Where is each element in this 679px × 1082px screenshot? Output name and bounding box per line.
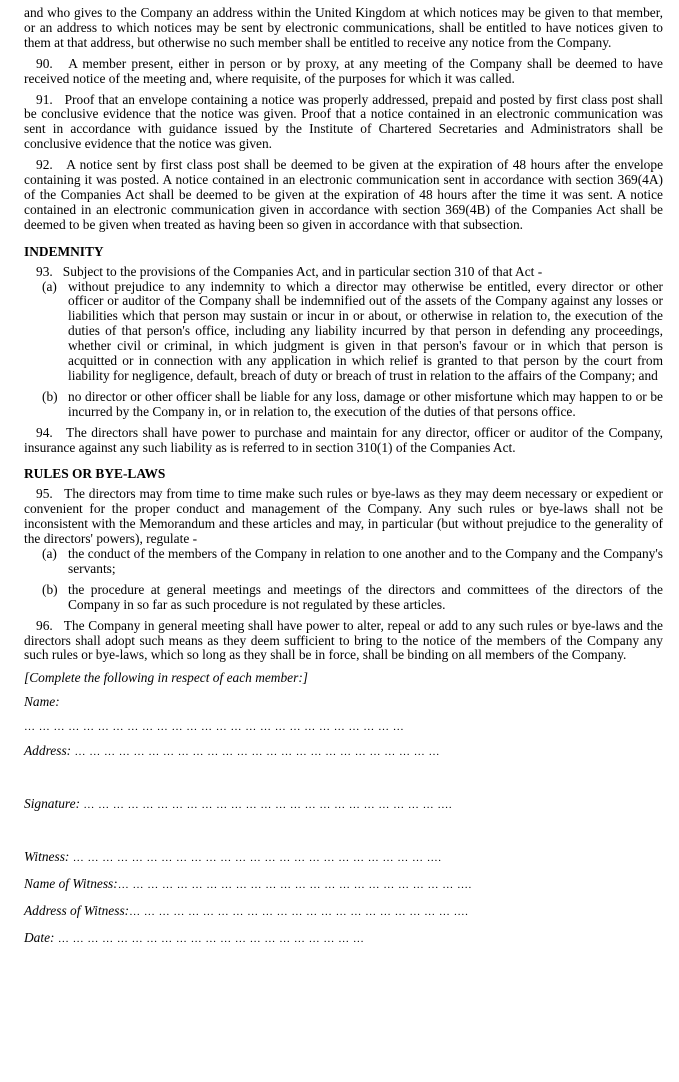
witness-label: Witness: (24, 848, 70, 864)
clause-91 (24, 93, 663, 153)
address-of-witness-label: Address of Witness: (24, 902, 130, 918)
signature-row (24, 797, 663, 813)
name-of-witness-field[interactable]: … … … … … … … … … … … … … … … … … … … … … … … …. (117, 878, 472, 891)
sub-text: the procedure at general meetings and meetings of the directors and committees of the directors of the Company in so far as such procedure is not regulated by these articles. (68, 581, 663, 612)
clause-text: The directors shall have power to purchase and maintain for any director, officer or auditor of the Company, insurance against any such liability as is referred to in section 310(1) of the Companies Act. (24, 424, 664, 455)
date-field[interactable]: … … … … … … … … … … … … … … … … … … … … … (57, 932, 365, 945)
clause-95-b (42, 583, 663, 613)
signature-field[interactable]: … … … … … … … … … … … … … … … … … … … … … … … … …. (83, 798, 453, 811)
sub-label: (a) (42, 546, 57, 561)
name-field[interactable]: … … … … … … … … … … … … … … … … … … … … … … … … … … (24, 721, 405, 734)
clause-93 (24, 265, 663, 280)
clause-text: A notice sent by first class post shall be deemed to be given at the expiration of 48 hours after the envelope containing it was posted. A notice contained in an electronic communication sent in accordance with section 369(4A) of the Companies Act shall be deemed to be given at the expiration of 48 hours after the time it was sent. A notice contained in an electronic communication given in accordance with section 369(4B) of the Companies Act shall be deemed to be given when treated as having been so given in accordance with that subsection. (24, 157, 664, 232)
clause-text: The directors may from time to time make such rules or bye-laws as they may deem necessary or expedient or convenient for the proper conduct and management of the Company. Any such rules or bye-laws shall not be inconsistent with the Memorandum and these articles and may, in particular (but without prejudice to the generality of the directors' powers), regulate - (24, 486, 663, 547)
witness-field[interactable]: … … … … … … … … … … … … … … … … … … … … … … … … …. (72, 851, 442, 864)
sub-label: (a) (42, 278, 57, 294)
clause-92 (24, 158, 663, 233)
clause-90 (24, 57, 663, 87)
address-field[interactable]: … … … … … … … … … … … … … … … … … … … … … … … … … (74, 746, 440, 759)
clause-number: 94. (36, 424, 53, 440)
address-of-witness-field[interactable]: … … … … … … … … … … … … … … … … … … … … … … …. (129, 905, 469, 918)
heading-rules: RULES OR BYE-LAWS (24, 466, 166, 482)
clause-96 (24, 619, 663, 664)
date-row (24, 931, 663, 947)
clause-text: The Company in general meeting shall have power to alter, repeal or add to any such rules or bye-laws and the directors shall adopt such means as they deem sufficient to bring to the notice of the members of the Company any such rules or bye-laws, which so long as they shall be in force, shall be binding on all members of the Company. (24, 617, 663, 663)
clause-94 (24, 426, 663, 456)
sub-label: (b) (42, 581, 58, 597)
clause-number: 90. (36, 55, 53, 71)
clause-95-a (42, 547, 663, 577)
sub-text: without prejudice to any indemnity to which a director may otherwise be entitled, every director or other officer or auditor of the Company shall be indemnified out of the assets of the Company against any losses or liabilities which that person may sustain or incur in or about, or otherwise in relation to, the execution of the duties of that person's office, including any liability incurred by that person in defending any proceedings, whether civil or criminal, in which judgment is given in that person's favour or in which that person is acquitted or in connection with any application in which relief is granted to that person by the court from liability for negligence, default, breach of duty or breach of trust in relation to the affairs of the Company; and (68, 278, 663, 383)
clause-93-b (42, 390, 663, 420)
form-instruction: [Complete the following in respect of each member:] (24, 670, 309, 686)
clause-number: 96. (36, 617, 53, 633)
clause-number: 92. (36, 157, 53, 173)
date-label: Date: (24, 929, 55, 945)
heading-indemnity: INDEMNITY (24, 243, 104, 259)
clause-number: 91. (36, 91, 53, 107)
witness-row (24, 850, 663, 866)
clause-text: Subject to the provisions of the Companies Act, and in particular section 310 of that Act - (62, 263, 543, 279)
name-of-witness-row (24, 877, 663, 893)
address-of-witness-row (24, 904, 663, 920)
address-row (24, 744, 663, 760)
clause-93-a (42, 280, 663, 384)
paragraph-intro: and who gives to the Company an address within the United Kingdom at which notices may be given to that member, or an address to which notices may be sent by electronic communications, shall be entitled to have notices given to them at that address, but otherwise no such member shall be entitled to receive any notice from the Company. (24, 5, 663, 50)
sub-text: the conduct of the members of the Company in relation to one another and to the Company and the Company's servants; (68, 546, 663, 576)
name-label: Name: (24, 694, 60, 710)
name-of-witness-label: Name of Witness: (24, 875, 118, 891)
member-form (24, 671, 663, 946)
sub-text: no director or other officer shall be liable for any loss, damage or other misfortune which may happen to or be incurred by the Company in, or in relation to, the execution of the duties of that persons office. (68, 388, 663, 419)
clause-text: A member present, either in person or by proxy, at any meeting of the Company shall be deemed to have received notice of the meeting and, where requisite, of the purposes for which it was called. (24, 55, 664, 86)
clause-text: Proof that an envelope containing a notice was properly addressed, prepaid and posted by first class post shall be conclusive evidence that the notice was given. Proof that a notice contained in an electronic communication was sent in accordance with guidance issued by the Institute of Chartered Secretaries and Administrators shall be conclusive evidence that the notice was given. (24, 91, 663, 152)
signature-label: Signature: (24, 795, 81, 811)
clause-95 (24, 487, 663, 547)
clause-number: 95. (36, 486, 53, 502)
clause-number: 93. (36, 263, 53, 279)
sub-label: (b) (42, 388, 58, 404)
address-label: Address: (24, 743, 72, 759)
